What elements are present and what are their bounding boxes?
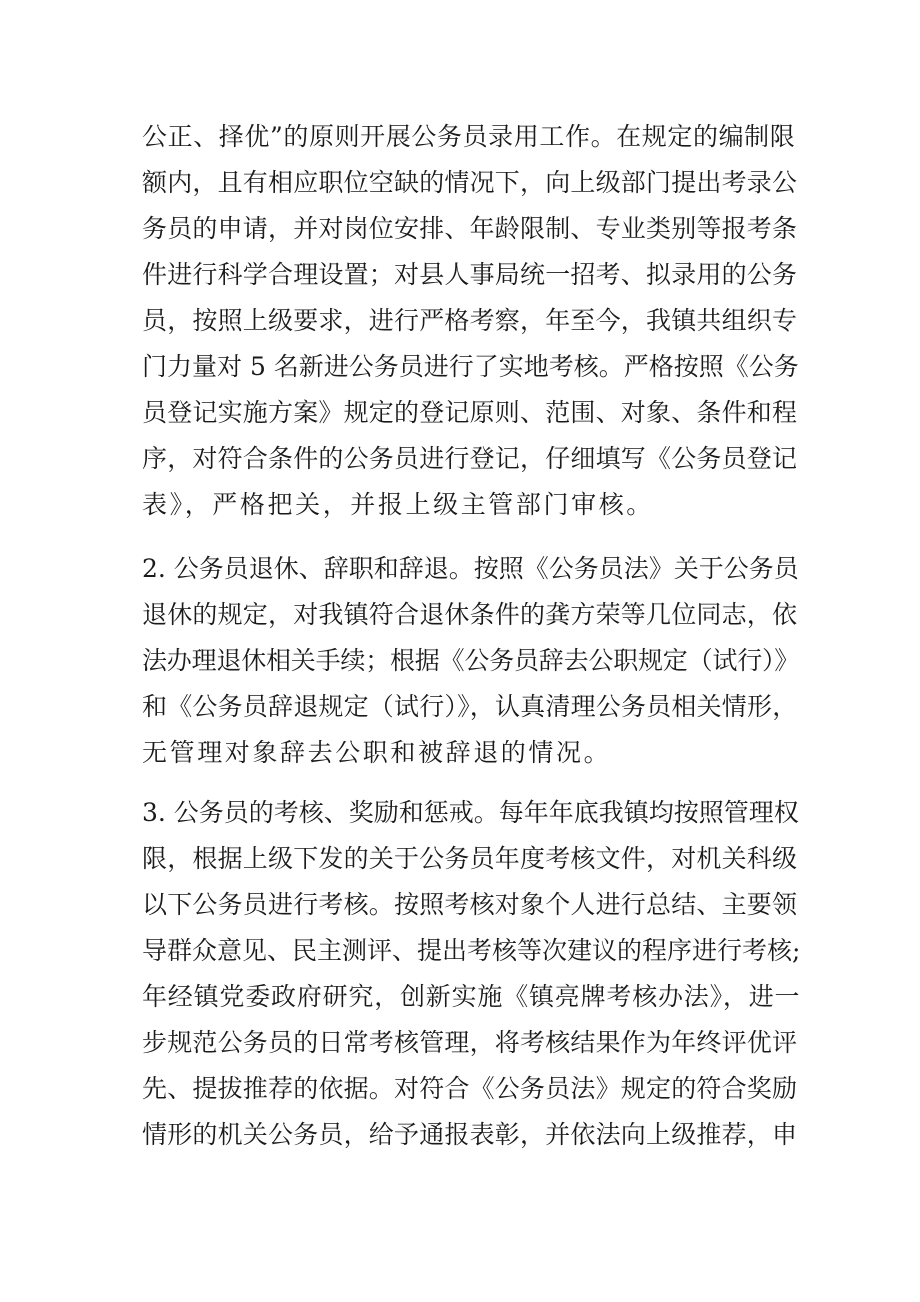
text-line-21: 先、提拔推荐的依据。对符合《公务员法》规定的符合奖励: [142, 1074, 798, 1103]
text-line-9: 表》，严格把关，并报上级主管部门审核。: [142, 490, 654, 519]
text-line-2: 额内，且有相应职位空缺的情况下，向上级部门提出考录公: [142, 168, 798, 197]
text-line-1: 公正、择优”的原则开展公务员录用工作。在规定的编制限: [142, 122, 796, 151]
text-line-6: 门力量对 5 名新进公务员进行了实地考核。严格按照《公务: [142, 352, 799, 381]
text-line-20: 步规范公务员的日常考核管理，将考核结果作为年终评优评: [142, 1028, 798, 1057]
text-line-18: 导群众意见、民主测评、提出考核等次建议的程序进行考核;: [142, 936, 801, 965]
text-line-16: 限，根据上级下发的关于公务员年度考核文件，对机关科级: [142, 844, 798, 873]
text-line-11: 退休的规定，对我镇符合退休条件的龚方荣等几位同志，依: [142, 600, 798, 629]
text-line-17: 以下公务员进行考核。按照考核对象个人进行总结、主要领: [142, 890, 798, 919]
text-line-4: 件进行科学合理设置；对县人事局统一招考、拟录用的公务: [142, 260, 798, 289]
text-line-10: 2. 公务员退休、辞职和辞退。按照《公务员法》关于公务员: [142, 554, 799, 583]
text-line-5: 员，按照上级要求，进行严格考察，年至今，我镇共组织专: [142, 306, 798, 335]
text-line-19: 年经镇党委政府研究，创新实施《镇亮牌考核办法》，进一: [142, 982, 801, 1011]
text-line-7: 员登记实施方案》规定的登记原则、范围、对象、条件和程: [142, 398, 798, 427]
text-line-14: 无管理对象辞去公职和被辞退的情况。: [142, 738, 612, 767]
text-line-12: 法办理退休相关手续；根据《公务员辞去公职规定（试行）》: [142, 646, 800, 675]
text-line-22: 情形的机关公务员，给予通报表彰，并依法向上级推荐，申: [142, 1120, 798, 1149]
text-line-15: 3. 公务员的考核、奖励和惩戒。每年年底我镇均按照管理权: [142, 798, 799, 827]
text-line-13: 和《公务员辞退规定（试行）》，认真清理公务员相关情形，: [142, 692, 798, 721]
text-line-3: 务员的申请，并对岗位安排、年龄限制、专业类别等报考条: [142, 214, 798, 243]
text-line-8: 序，对符合条件的公务员进行登记，仔细填写《公务员登记: [142, 444, 798, 473]
